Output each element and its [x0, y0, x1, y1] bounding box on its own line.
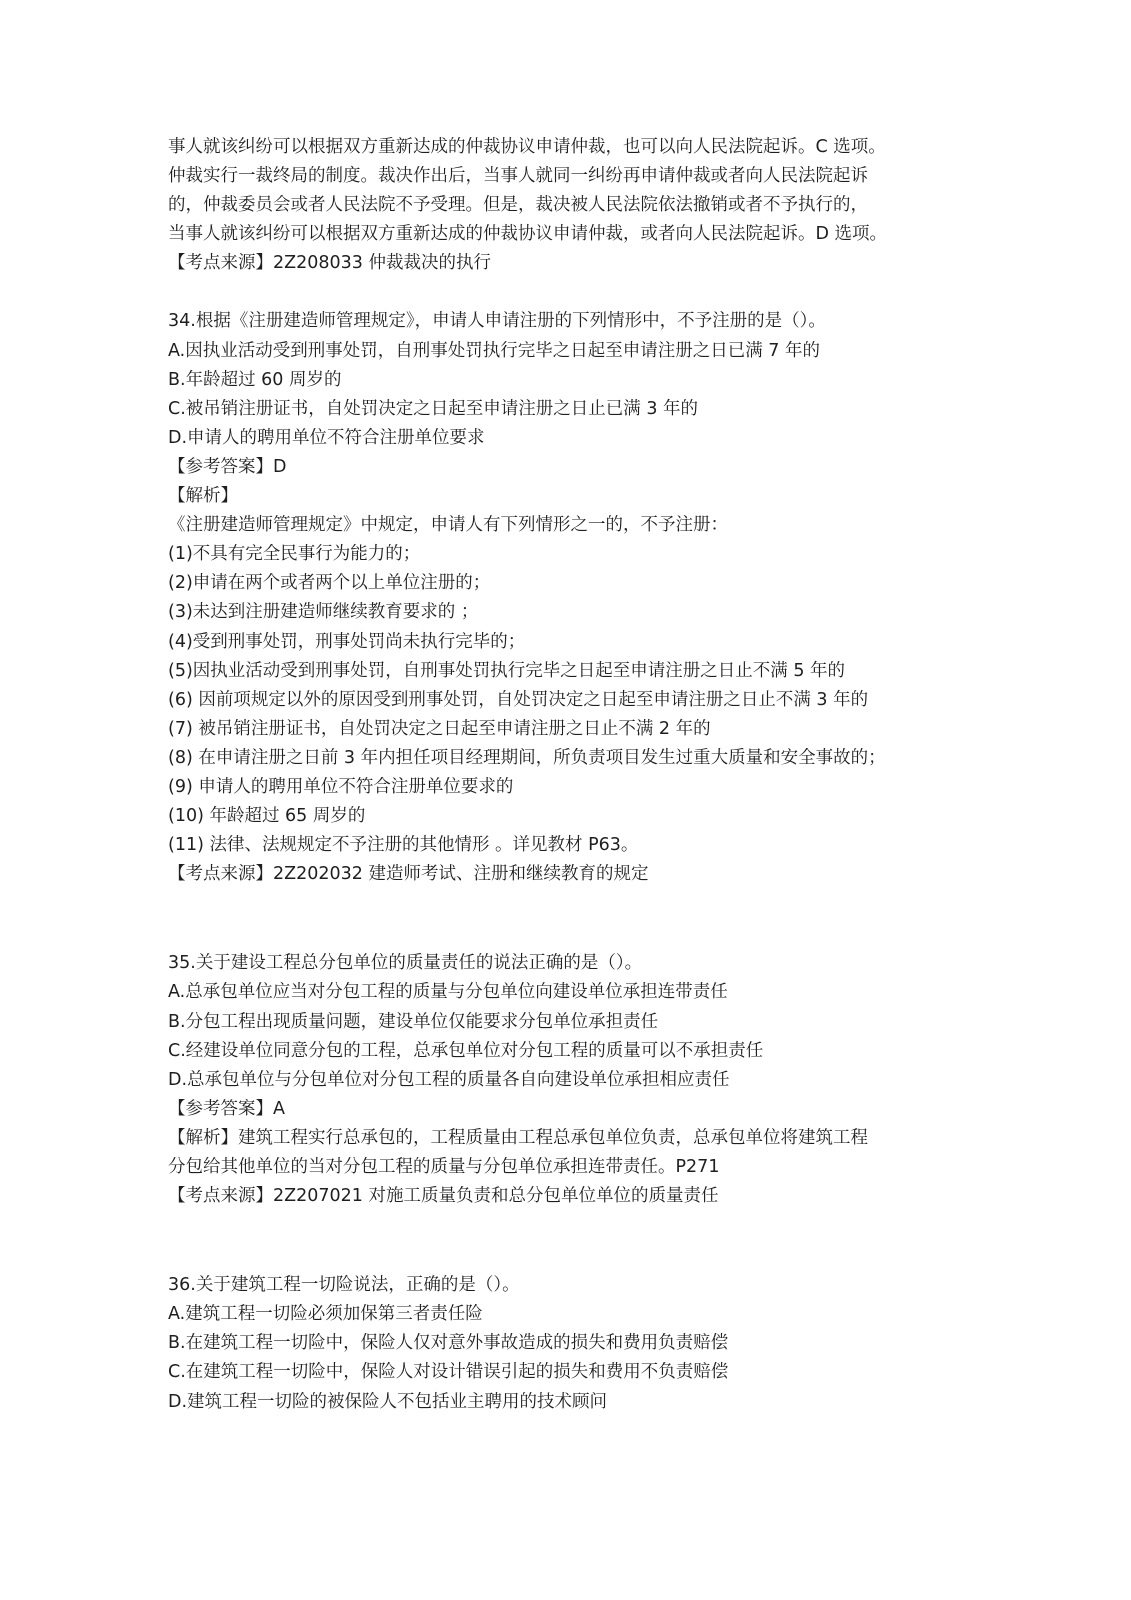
source-line: 【考点来源】2Z207021 对施工质量负责和总分包单位单位的质量责任	[168, 1186, 719, 1207]
analysis-line: (10) 年龄超过 65 周岁的	[168, 806, 366, 827]
option-a: A.因执业活动受到刑事处罚，自刑事处罚执行完毕之日起至申请注册之日已满 7 年的	[168, 340, 820, 361]
option-b: B.年龄超过 60 周岁的	[168, 369, 342, 390]
option-c: C.经建设单位同意分包的工程，总承包单位对分包工程的质量可以不承担责任	[168, 1040, 764, 1061]
option-c: C.被吊销注册证书，自处罚决定之日起至申请注册之日止已满 3 年的	[168, 398, 699, 419]
analysis-line: 当事人就该纠纷可以根据双方重新达成的仲裁协议申请仲裁，或者向人民法院起诉。D 选项。	[168, 224, 888, 245]
option-c: C.在建筑工程一切险中，保险人对设计错误引起的损失和费用不负责赔偿	[168, 1362, 729, 1383]
option-d: D.申请人的聘用单位不符合注册单位要求	[168, 427, 485, 448]
question-title: 35.关于建设工程总分包单位的质量责任的说法正确的是（）。	[168, 953, 643, 974]
question-35	[168, 949, 968, 1211]
analysis-line: (4)受到刑事处罚，刑事处罚尚未执行完毕的；	[168, 631, 526, 652]
option-b: B.分包工程出现质量问题，建设单位仅能要求分包单位承担责任	[168, 1011, 659, 1032]
analysis-line: (11) 法律、法规规定不予注册的其他情形 。详见教材 P63。	[168, 835, 639, 856]
analysis-line: (8) 在申请注册之日前 3 年内担任项目经理期间，所负责项目发生过重大质量和安全事故的；	[168, 747, 886, 768]
source-line: 【考点来源】2Z208033 仲裁裁决的执行	[168, 253, 491, 274]
reference-answer: 【参考答案】D	[168, 456, 287, 477]
analysis-line: 事人就该纠纷可以根据双方重新达成的仲裁协议申请仲裁，也可以向人民法院起诉。C 选项。	[168, 137, 886, 157]
source-line: 【考点来源】2Z202032 建造师考试、注册和继续教育的规定	[168, 864, 649, 885]
analysis-line: (2)申请在两个或者两个以上单位注册的；	[168, 573, 491, 594]
analysis-line: 的，仲裁委员会或者人民法院不予受理。但是，裁决被人民法院依法撤销或者不予执行的，	[168, 195, 868, 216]
option-d: D.总承包单位与分包单位对分包工程的质量各自向建设单位承担相应责任	[168, 1069, 730, 1090]
question-34	[168, 307, 968, 889]
question-title: 34.根据《注册建造师管理规定》，申请人申请注册的下列情形中，不予注册的是（）。	[168, 311, 826, 332]
question-title: 36.关于建筑工程一切险说法，正确的是（）。	[168, 1275, 520, 1296]
option-b: B.在建筑工程一切险中，保险人仅对意外事故造成的损失和费用负责赔偿	[168, 1333, 729, 1354]
reference-answer: 【参考答案】A	[168, 1098, 285, 1119]
analysis-line: 【解析】建筑工程实行总承包的，工程质量由工程总承包单位负责，总承包单位将建筑工程	[168, 1127, 868, 1148]
question-36	[168, 1271, 968, 1416]
option-d: D.建筑工程一切险的被保险人不包括业主聘用的技术顾问	[168, 1391, 608, 1412]
analysis-line: (6) 因前项规定以外的原因受到刑事处罚，自处罚决定之日起至申请注册之日止不满 3 年的	[168, 689, 869, 710]
option-a: A.总承包单位应当对分包工程的质量与分包单位向建设单位承担连带责任	[168, 982, 728, 1003]
analysis-line: 《注册建造师管理规定》中规定，申请人有下列情形之一的，不予注册：	[168, 515, 728, 536]
analysis-line: 仲裁实行一裁终局的制度。裁决作出后，当事人就同一纠纷再申请仲裁或者向人民法院起诉	[168, 166, 868, 187]
option-a: A.建筑工程一切险必须加保第三者责任险	[168, 1304, 483, 1325]
analysis-line: (5)因执业活动受到刑事处罚，自刑事处罚执行完毕之日起至申请注册之日止不满 5 年的	[168, 660, 846, 681]
analysis-line: 分包给其他单位的当对分包工程的质量与分包单位承担连带责任。P271	[168, 1157, 720, 1177]
analysis-line: (1)不具有完全民事行为能力的；	[168, 544, 421, 565]
analysis-line: (3)未达到注册建造师继续教育要求的 ；	[168, 602, 479, 623]
analysis-label: 【解析】	[168, 486, 238, 507]
analysis-line: (9) 申请人的聘用单位不符合注册单位要求的	[168, 776, 514, 797]
analysis-line: (7) 被吊销注册证书，自处罚决定之日起至申请注册之日止不满 2 年的	[168, 718, 711, 739]
previous-analysis-continuation	[168, 133, 968, 278]
document-page	[168, 133, 968, 1417]
